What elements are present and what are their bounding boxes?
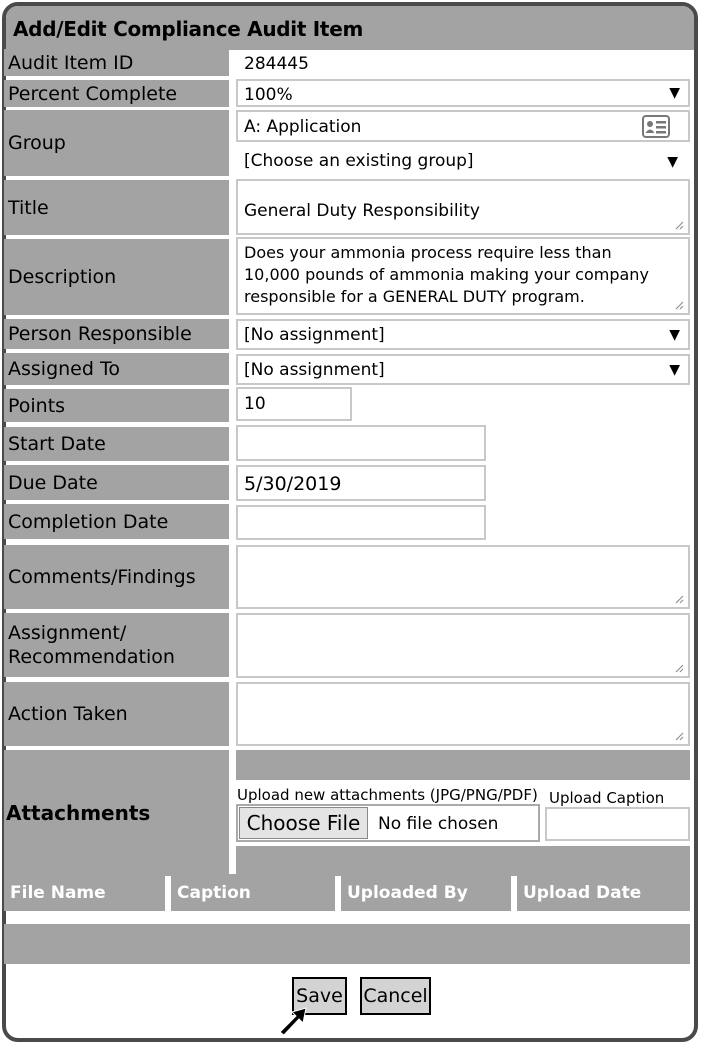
person-responsible-select[interactable] [236,319,690,350]
completion-date-label: Completion Date [4,504,229,539]
audit-item-id-label: Audit Item ID [4,49,229,76]
upload-caption-input[interactable] [545,807,690,841]
upload-caption-label: Upload Caption [549,789,665,807]
due-date-value: 5/30/2019 [244,473,342,495]
audit-item-id-value: 284445 [244,54,309,74]
attachments-label: Attachments [4,750,229,876]
action-taken-textarea[interactable] [236,682,690,746]
points-input[interactable] [236,387,352,421]
dropdown-arrow-icon: ▼ [669,327,680,343]
choose-file-button[interactable]: Choose File [239,807,368,839]
resize-handle-icon[interactable] [674,220,684,230]
action-taken-label: Action Taken [4,682,229,746]
dialog-title: Add/Edit Compliance Audit Item [13,17,363,41]
person-responsible-value: [No assignment] [244,325,385,345]
assigned-to-select[interactable] [236,354,690,385]
group-value: A: Application [244,117,362,137]
start-date-label: Start Date [4,427,229,461]
column-header-upload-date[interactable]: Upload Date [517,874,690,911]
mouse-pointer-icon [276,1006,310,1036]
group-label: Group [4,110,229,176]
percent-complete-label: Percent Complete [4,80,229,107]
description-value: Does your ammonia process require less than 10,000 pounds of ammonia making your company responsible for a GENERAL DUTY program. [244,243,649,306]
assigned-to-value: [No assignment] [244,360,385,380]
assigned-to-label: Assigned To [4,353,229,385]
assignment-label-line2: Recommendation [8,646,175,668]
comments-findings-textarea[interactable] [236,545,690,609]
title-label: Title [4,180,229,235]
resize-handle-icon[interactable] [674,300,684,310]
start-date-input[interactable] [236,425,486,461]
description-textarea[interactable] [236,237,690,315]
no-file-chosen-text: No file chosen [378,814,499,834]
save-button[interactable]: Save [292,977,347,1015]
assignment-label-line1: Assignment/ [8,622,127,644]
column-header-uploaded-by[interactable]: Uploaded By [341,874,511,911]
column-header-caption[interactable]: Caption [171,874,335,911]
attachments-footer-bar [236,846,690,876]
attachments-header-bar [236,750,690,780]
contact-card-icon[interactable] [642,115,670,138]
dialog-titlebar [6,6,694,50]
resize-handle-icon[interactable] [674,594,684,604]
assignment-recommendation-textarea[interactable] [236,613,690,678]
title-value: General Duty Responsibility [244,201,480,221]
assignment-recommendation-label [4,613,229,677]
percent-complete-select[interactable] [236,79,690,107]
resize-handle-icon[interactable] [674,663,684,673]
points-label: Points [4,389,229,422]
due-date-label: Due Date [4,465,229,500]
completion-date-input[interactable] [236,505,486,540]
upload-attachments-label: Upload new attachments (JPG/PNG/PDF) [237,786,538,804]
description-label: Description [4,239,229,315]
title-textarea[interactable] [236,179,690,235]
points-value: 10 [244,394,266,414]
comments-findings-label: Comments/Findings [4,545,229,609]
dropdown-arrow-icon: ▼ [669,362,680,378]
existing-group-value: [Choose an existing group] [244,151,474,171]
group-input[interactable] [236,110,690,142]
attachments-table-empty-row [4,924,690,964]
resize-handle-icon[interactable] [674,731,684,741]
file-upload-control [236,804,540,842]
due-date-input[interactable] [236,465,486,501]
person-responsible-label: Person Responsible [4,319,229,349]
dropdown-arrow-icon: ▼ [667,154,678,170]
existing-group-select[interactable] [236,146,690,176]
dropdown-arrow-icon: ▼ [669,85,680,101]
column-header-file-name[interactable]: File Name [4,874,165,911]
percent-complete-value: 100% [244,85,293,105]
cancel-button[interactable]: Cancel [360,977,431,1015]
